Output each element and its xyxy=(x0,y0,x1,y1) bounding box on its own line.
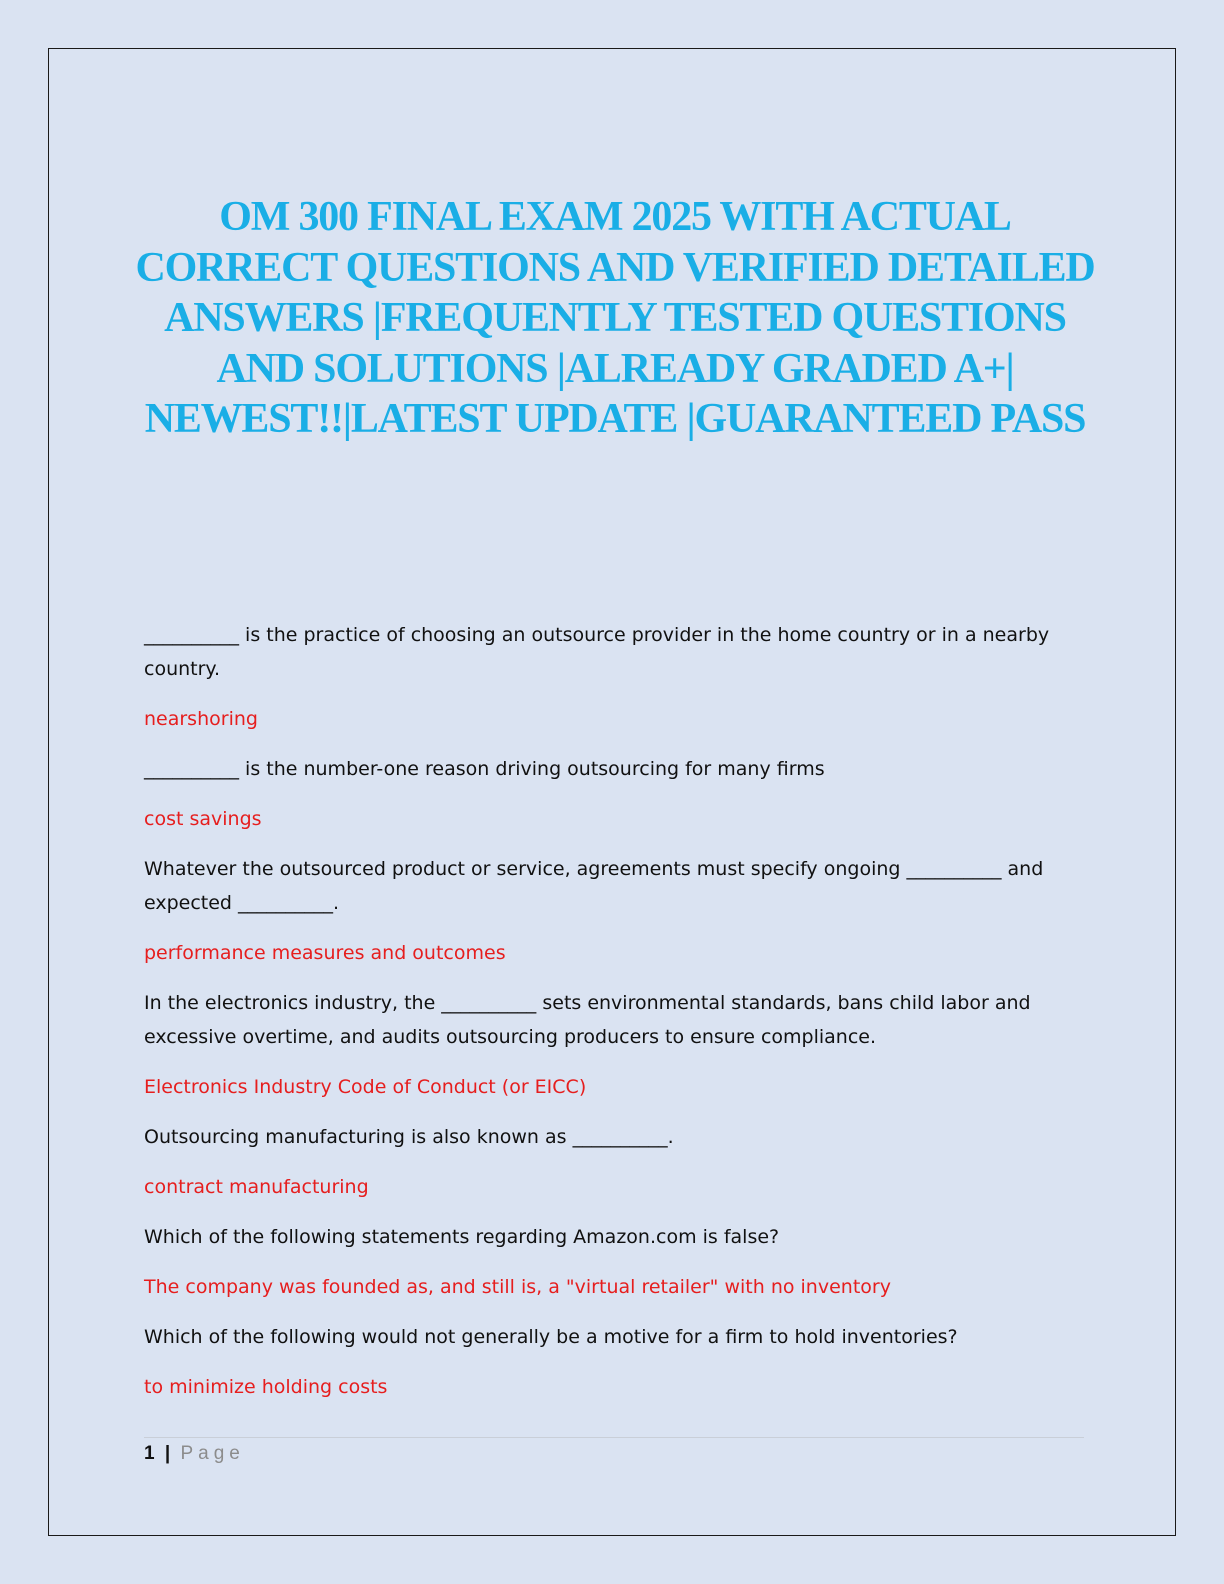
answer-5: contract manufacturing xyxy=(144,1176,369,1198)
question-1: __________ is the practice of choosing an outsource provider in the home country or in a nearby country. xyxy=(144,624,1050,680)
page-separator: | xyxy=(164,1443,171,1464)
answer-7: to minimize holding costs xyxy=(144,1376,388,1398)
answer-6: The company was founded as, and still is, a "virtual retailer" with no inventory xyxy=(144,1276,891,1298)
page-label: Page xyxy=(180,1443,245,1464)
footer-divider xyxy=(144,1437,1084,1438)
question-2: __________ is the number-one reason driving outsourcing for many firms xyxy=(144,758,825,780)
answer-2: cost savings xyxy=(144,808,262,830)
page-footer xyxy=(144,1441,245,1467)
document-title: OM 300 FINAL EXAM 2025 WITH ACTUAL CORRECT QUESTIONS AND VERIFIED DETAILED ANSWERS |FREQUENTLY TESTED QUESTIONS AND SOLUTIONS |ALREADY GRADED A+| NEWEST!!|LATEST UPDATE |GUARANTEED PASS xyxy=(135,194,1095,442)
answer-4: Electronics Industry Code of Conduct (or EICC) xyxy=(144,1076,587,1098)
question-6: Which of the following statements regarding Amazon.com is false? xyxy=(144,1226,780,1248)
question-7: Which of the following would not generally be a motive for a firm to hold inventories? xyxy=(144,1326,958,1348)
question-5: Outsourcing manufacturing is also known as __________. xyxy=(144,1126,674,1148)
question-3: Whatever the outsourced product or service, agreements must specify ongoing __________ and expected __________. xyxy=(144,858,1044,914)
answer-3: performance measures and outcomes xyxy=(144,942,506,964)
page-number: 1 xyxy=(144,1443,155,1464)
qa-list xyxy=(144,618,1074,1420)
question-4: In the electronics industry, the __________ sets environmental standards, bans child labor and excessive overtime, and audits outsourcing producers to ensure compliance. xyxy=(144,992,1031,1048)
answer-1: nearshoring xyxy=(144,708,258,730)
